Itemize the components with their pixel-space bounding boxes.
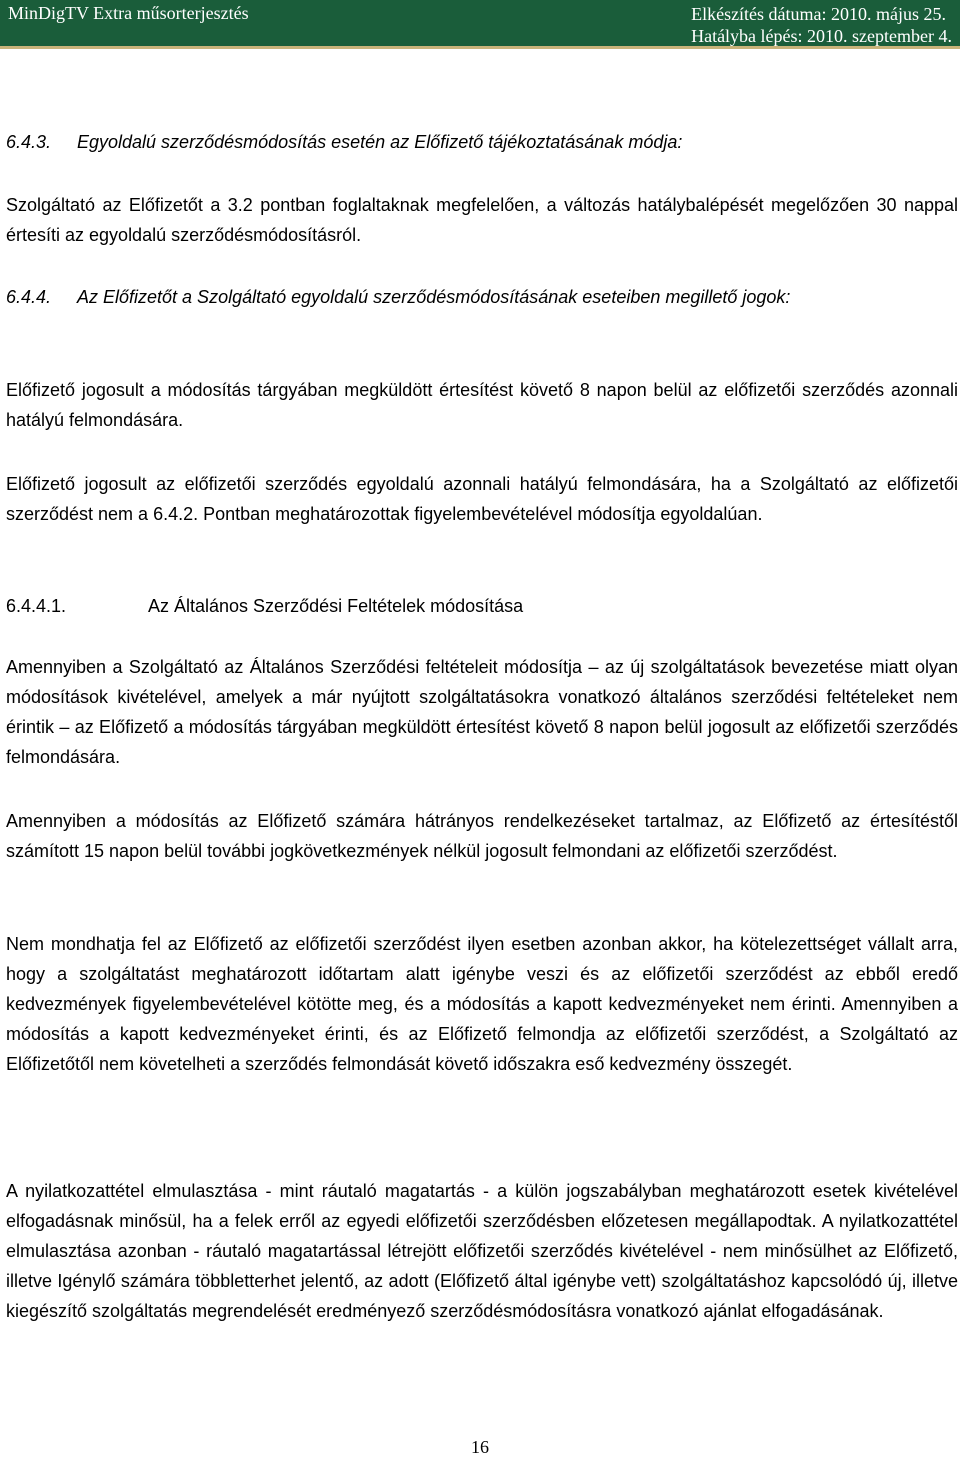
document-header: [0, 0, 960, 46]
section-number: 6.4.3.: [6, 132, 52, 152]
section-6-4-4-1-heading: [6, 591, 958, 621]
header-title: MinDigTV Extra műsorterjesztés: [8, 3, 249, 23]
paragraph: Előfizető jogosult a módosítás tárgyában megküldött értesítést követő 8 napon belül az előfizetői szerződés azonnali hatályú felmondására.: [6, 380, 958, 430]
section-title: Egyoldalú szerződésmódosítás esetén az Előfizető tájékoztatásának módja:: [77, 132, 683, 152]
paragraph: Nem mondhatja fel az Előfizető az előfizetői szerződést ilyen esetben azonban akkor, ha kötelezettséget vállalt arra, hogy a szolgáltatást meghatározott időtartam alatt igénybe veszi és az előfizetői szerződést az ebből eredő kedvezmények figyelembevételével kötötte meg, és a módosítás a kapott kedvezményeket nem érinti. Amennyiben a módosítás a kapott kedvezményeket érinti, és az Előfizető felmondja az előfizetői szerződést, a Szolgáltató az Előfizetőtől nem követelheti a szerződés felmondását követő időszakra eső kedvezmény összegét.: [6, 934, 958, 1074]
paragraph: Amennyiben a módosítás az Előfizető számára hátrányos rendelkezéseket tartalmaz, az Előfizető az értesítéstől számított 15 napon belül további jogkövetkezmények nélkül jogosult felmondani az előfizetői szerződést.: [6, 811, 958, 861]
section-6-4-3-heading: [6, 127, 958, 157]
paragraph: Előfizető jogosult az előfizetői szerződés egyoldalú azonnali hatályú felmondására, ha a Szolgáltató az előfizetői szerződést nem a 6.4.2. Pontban meghatározottak figyelembevételével módosítja egyoldalúan.: [6, 474, 958, 524]
effective-date: Hatályba lépés: 2010. szeptember 4.: [691, 26, 952, 46]
section-title: Az Előfizetőt a Szolgáltató egyoldalú szerződésmódosításának eseteiben megillető jogok:: [77, 287, 791, 307]
section-6-4-4-heading: [6, 282, 958, 312]
created-date: Elkészítés dátuma: 2010. május 25.: [691, 4, 947, 24]
section-number: 6.4.4.1.: [6, 596, 67, 616]
section-number: 6.4.4.: [6, 287, 52, 307]
header-dates: [691, 3, 952, 47]
paragraph: Szolgáltató az Előfizetőt a 3.2 pontban foglaltaknak megfelelően, a változás hatálybalépését megelőzően 30 nappal értesíti az egyoldalú szerződésmódosításról.: [6, 195, 958, 245]
paragraph: A nyilatkozattétel elmulasztása - mint ráutaló magatartás - a külön jogszabályban meghatározott esetek kivételével elfogadásnak minősül, ha a felek erről az egyedi előfizetői szerződésben előzetesen megállapodtak. A nyilatkozattétel elmulasztása azonban - ráutaló magatartással létrejött előfizetői szerződés kivételével - nem minősülhet az Előfizető, illetve Igénylő számára többletterhet jelentő, az adott (Előfizető által igénybe vett) szolgáltatáshoz kapcsolódó új, illetve kiegészítő szolgáltatás megrendelését eredményező szerződésmódosításra vonatkozó ajánlat elfogadásának.: [6, 1181, 958, 1321]
section-title: Az Általános Szerződési Feltételek módosítása: [148, 596, 524, 616]
header-divider: [0, 46, 960, 49]
paragraph: Amennyiben a Szolgáltató az Általános Szerződési feltételeit módosítja – az új szolgáltatások bevezetése miatt olyan módosítások kivételével, amelyek a már nyújtott szolgáltatásokra vonatkozó általános szerződési feltételeket nem érintik – az Előfizető a módosítás tárgyában megküldött értesítést követő 8 napon belül jogosult az előfizetői szerződés felmondására.: [6, 657, 958, 767]
page-number: 16: [471, 1437, 489, 1457]
